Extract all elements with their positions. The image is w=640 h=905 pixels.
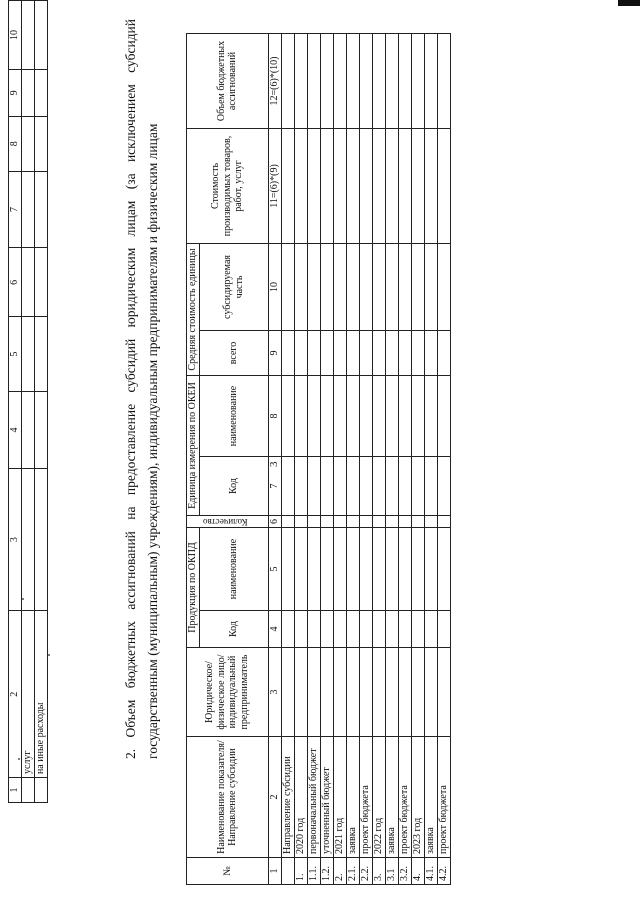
col-number: 5 bbox=[268, 528, 281, 611]
empty-cell bbox=[424, 331, 437, 376]
empty-cell bbox=[359, 244, 372, 331]
row-number: 3.2. bbox=[398, 858, 411, 885]
empty-cell bbox=[294, 457, 307, 516]
empty-cell bbox=[437, 244, 450, 331]
empty-cell bbox=[346, 516, 359, 528]
empty-cell bbox=[359, 376, 372, 457]
row-label: первоначальный бюджет bbox=[307, 737, 320, 858]
table-cell: 5 bbox=[9, 317, 22, 392]
table-cell: 9 bbox=[9, 69, 22, 116]
empty-cell bbox=[320, 516, 333, 528]
empty-cell bbox=[385, 34, 398, 129]
empty-cell bbox=[411, 611, 424, 648]
empty-cell bbox=[320, 331, 333, 376]
empty-cell bbox=[398, 331, 411, 376]
empty-cell bbox=[424, 648, 437, 737]
empty-cell bbox=[437, 376, 450, 457]
col-header-okei-name: наименование bbox=[199, 376, 268, 457]
col-number: 11=(6)*(9) bbox=[268, 129, 281, 244]
empty-cell bbox=[385, 331, 398, 376]
empty-cell bbox=[281, 611, 294, 648]
empty-cell bbox=[320, 528, 333, 611]
empty-cell bbox=[437, 611, 450, 648]
table-row bbox=[398, 34, 411, 885]
empty-cell bbox=[320, 129, 333, 244]
empty-cell bbox=[333, 528, 346, 611]
empty-cell bbox=[281, 528, 294, 611]
empty-cell bbox=[385, 129, 398, 244]
empty-cell bbox=[385, 457, 398, 516]
page-number: 3 bbox=[268, 461, 280, 467]
empty-cell bbox=[424, 244, 437, 331]
row-number: 2.2. bbox=[359, 858, 372, 885]
empty-cell bbox=[333, 457, 346, 516]
empty-cell bbox=[359, 611, 372, 648]
col-header-volume: Объем бюджетных ассигнований bbox=[187, 34, 269, 129]
empty-cell bbox=[307, 457, 320, 516]
empty-cell bbox=[281, 457, 294, 516]
empty-cell bbox=[307, 528, 320, 611]
empty-cell bbox=[281, 34, 294, 129]
row-number: 1.1. bbox=[307, 858, 320, 885]
empty-cell bbox=[359, 528, 372, 611]
empty-cell bbox=[346, 129, 359, 244]
col-header-okpd: Продукция по ОКПД bbox=[187, 528, 200, 648]
empty-cell bbox=[281, 516, 294, 528]
col-header-okei: Единица измерения по ОКЕИ bbox=[187, 376, 200, 516]
col-header-okpd-code: Код bbox=[199, 611, 268, 648]
empty-cell bbox=[372, 129, 385, 244]
empty-cell bbox=[359, 648, 372, 737]
table-row bbox=[411, 34, 424, 885]
empty-cell bbox=[346, 648, 359, 737]
table-cell: 7 bbox=[9, 171, 22, 248]
col-number: 9 bbox=[268, 331, 281, 376]
empty-cell bbox=[385, 611, 398, 648]
subsidy-table bbox=[186, 33, 451, 885]
empty-cell bbox=[294, 516, 307, 528]
empty-cell bbox=[372, 611, 385, 648]
empty-cell bbox=[424, 516, 437, 528]
empty-cell bbox=[320, 648, 333, 737]
row-number: 3. bbox=[372, 858, 385, 885]
empty-cell bbox=[281, 648, 294, 737]
row-label: заявка bbox=[424, 737, 437, 858]
row-number: 1. bbox=[294, 858, 307, 885]
empty-cell bbox=[411, 331, 424, 376]
empty-cell bbox=[385, 528, 398, 611]
empty-cell bbox=[437, 516, 450, 528]
col-number: 3 bbox=[268, 648, 281, 737]
col-number: 4 bbox=[268, 611, 281, 648]
table-cell: 2 bbox=[9, 611, 22, 778]
empty-cell bbox=[281, 376, 294, 457]
header-row bbox=[187, 34, 200, 885]
empty-cell bbox=[411, 528, 424, 611]
empty-cell bbox=[333, 611, 346, 648]
empty-cell bbox=[372, 528, 385, 611]
row-number: 2. bbox=[333, 858, 346, 885]
col-number: 12=(6)*(10) bbox=[268, 34, 281, 129]
empty-cell bbox=[398, 528, 411, 611]
previous-table-fragment bbox=[8, 0, 48, 803]
empty-cell bbox=[346, 244, 359, 331]
empty-cell bbox=[333, 516, 346, 528]
empty-cell bbox=[333, 34, 346, 129]
empty-cell bbox=[424, 34, 437, 129]
col-header-entity: Юридическое/физическое лицо/ индивидуальный предприниматель bbox=[187, 648, 269, 737]
empty-cell bbox=[398, 244, 411, 331]
empty-cell bbox=[346, 528, 359, 611]
section-heading: 2. Объем бюджетных ассигнований на предоставление субсидий юридическим лицам (за исключением субсидий государственным (муниципальным) учреждениям), индивидуальным предпринимателям и физическим лицам bbox=[123, 19, 160, 759]
row-number: 4.1. bbox=[424, 858, 437, 885]
row-label: 2023 год bbox=[411, 737, 424, 858]
empty-cell bbox=[424, 457, 437, 516]
row-label: уточненный бюджет bbox=[320, 737, 333, 858]
empty-cell bbox=[372, 648, 385, 737]
empty-cell bbox=[320, 611, 333, 648]
empty-cell bbox=[424, 611, 437, 648]
empty-cell bbox=[307, 34, 320, 129]
empty-cell bbox=[307, 129, 320, 244]
empty-cell bbox=[359, 457, 372, 516]
empty-cell bbox=[385, 516, 398, 528]
empty-cell bbox=[294, 611, 307, 648]
table-row bbox=[9, 1, 22, 803]
empty-cell bbox=[307, 376, 320, 457]
table-row bbox=[294, 34, 307, 885]
empty-cell bbox=[437, 129, 450, 244]
empty-cell bbox=[346, 376, 359, 457]
empty-cell bbox=[281, 244, 294, 331]
empty-cell bbox=[359, 516, 372, 528]
empty-cell bbox=[398, 376, 411, 457]
empty-cell bbox=[398, 129, 411, 244]
table-row bbox=[307, 34, 320, 885]
col-number: 6 bbox=[268, 516, 281, 528]
row-number bbox=[281, 858, 294, 885]
empty-cell bbox=[437, 331, 450, 376]
empty-cell bbox=[333, 129, 346, 244]
row-label: проект бюджета bbox=[359, 737, 372, 858]
table-row bbox=[385, 34, 398, 885]
table-cell: 4 bbox=[9, 392, 22, 469]
empty-cell bbox=[424, 528, 437, 611]
table-row bbox=[359, 34, 372, 885]
empty-cell bbox=[307, 516, 320, 528]
empty-cell bbox=[411, 516, 424, 528]
empty-cell bbox=[333, 331, 346, 376]
empty-cell bbox=[294, 376, 307, 457]
empty-cell bbox=[411, 244, 424, 331]
row-label: 2021 год bbox=[333, 737, 346, 858]
empty-cell bbox=[294, 34, 307, 129]
empty-cell bbox=[359, 331, 372, 376]
empty-cell bbox=[320, 376, 333, 457]
row-label: 2022 год bbox=[372, 737, 385, 858]
table-cell: на иные расходы bbox=[35, 611, 48, 778]
table-row bbox=[22, 1, 35, 803]
empty-cell bbox=[333, 648, 346, 737]
row-label: 2020 год bbox=[294, 737, 307, 858]
empty-cell bbox=[333, 376, 346, 457]
row-number: 1.2. bbox=[320, 858, 333, 885]
empty-cell bbox=[437, 34, 450, 129]
col-header-okei-code: Код bbox=[199, 457, 268, 516]
empty-cell bbox=[411, 648, 424, 737]
table-row bbox=[424, 34, 437, 885]
table-cell: 6 bbox=[9, 248, 22, 317]
empty-cell bbox=[320, 457, 333, 516]
row-number: 2.1. bbox=[346, 858, 359, 885]
empty-cell bbox=[411, 129, 424, 244]
empty-cell bbox=[359, 34, 372, 129]
empty-cell bbox=[424, 376, 437, 457]
empty-cell bbox=[320, 34, 333, 129]
col-header-avg-subsidized: субсидируемая часть bbox=[199, 244, 268, 331]
empty-cell bbox=[385, 648, 398, 737]
empty-cell bbox=[411, 376, 424, 457]
col-header-no: № bbox=[187, 858, 269, 885]
empty-cell bbox=[437, 457, 450, 516]
empty-cell bbox=[346, 457, 359, 516]
col-number: 2 bbox=[268, 737, 281, 858]
empty-cell bbox=[294, 244, 307, 331]
empty-cell bbox=[307, 331, 320, 376]
row-label: Направление субсидии bbox=[281, 737, 294, 858]
col-number: 1 bbox=[268, 858, 281, 885]
empty-cell bbox=[372, 34, 385, 129]
col-header-avg-total: всего bbox=[199, 331, 268, 376]
row-label: проект бюджета bbox=[437, 737, 450, 858]
empty-cell bbox=[281, 129, 294, 244]
row-number: 4. bbox=[411, 858, 424, 885]
empty-cell bbox=[385, 244, 398, 331]
empty-cell bbox=[294, 331, 307, 376]
col-number: 7 bbox=[268, 457, 281, 516]
empty-cell bbox=[424, 129, 437, 244]
table-row bbox=[437, 34, 450, 885]
table-cell: 3 bbox=[9, 468, 22, 611]
empty-cell bbox=[385, 376, 398, 457]
col-header-cost: Стоимость производимых товаров, работ, услуг bbox=[187, 129, 269, 244]
empty-cell bbox=[307, 648, 320, 737]
col-number: 10 bbox=[268, 244, 281, 331]
row-label: заявка bbox=[346, 737, 359, 858]
empty-cell bbox=[411, 34, 424, 129]
row-number: 4.2. bbox=[437, 858, 450, 885]
table-row bbox=[281, 34, 294, 885]
empty-cell bbox=[281, 331, 294, 376]
column-number-row bbox=[268, 34, 281, 885]
empty-cell bbox=[437, 528, 450, 611]
empty-cell bbox=[320, 244, 333, 331]
table-row bbox=[35, 1, 48, 803]
empty-cell bbox=[372, 244, 385, 331]
table-cell: 10 bbox=[9, 1, 22, 70]
empty-cell bbox=[294, 528, 307, 611]
row-number: 3.1 bbox=[385, 858, 398, 885]
empty-cell bbox=[307, 611, 320, 648]
table-cell: 8 bbox=[9, 116, 22, 171]
table-row bbox=[372, 34, 385, 885]
empty-cell bbox=[346, 34, 359, 129]
empty-cell bbox=[372, 516, 385, 528]
empty-cell bbox=[294, 129, 307, 244]
row-label: проект бюджета bbox=[398, 737, 411, 858]
col-header-quantity: Количество bbox=[187, 516, 269, 528]
table-row bbox=[346, 34, 359, 885]
empty-cell bbox=[346, 611, 359, 648]
col-header-okpd-name: наименование bbox=[199, 528, 268, 611]
row-label: заявка bbox=[385, 737, 398, 858]
empty-cell bbox=[307, 244, 320, 331]
empty-cell bbox=[411, 457, 424, 516]
col-number: 8 bbox=[268, 376, 281, 457]
empty-cell bbox=[372, 457, 385, 516]
empty-cell bbox=[398, 648, 411, 737]
empty-cell bbox=[294, 648, 307, 737]
col-header-name: Наименование показателя/ Направление субсидии bbox=[187, 737, 269, 858]
table-row bbox=[333, 34, 346, 885]
table-cell: услуг bbox=[22, 611, 35, 778]
table-row bbox=[320, 34, 333, 885]
empty-cell bbox=[398, 611, 411, 648]
empty-cell bbox=[437, 648, 450, 737]
empty-cell bbox=[398, 457, 411, 516]
empty-cell bbox=[398, 516, 411, 528]
empty-cell bbox=[398, 34, 411, 129]
empty-cell bbox=[359, 129, 372, 244]
empty-cell bbox=[346, 331, 359, 376]
table-cell: 1 bbox=[9, 778, 22, 803]
empty-cell bbox=[372, 331, 385, 376]
col-header-avg-cost: Средняя стоимость единицы bbox=[187, 244, 200, 376]
empty-cell bbox=[333, 244, 346, 331]
empty-cell bbox=[372, 376, 385, 457]
